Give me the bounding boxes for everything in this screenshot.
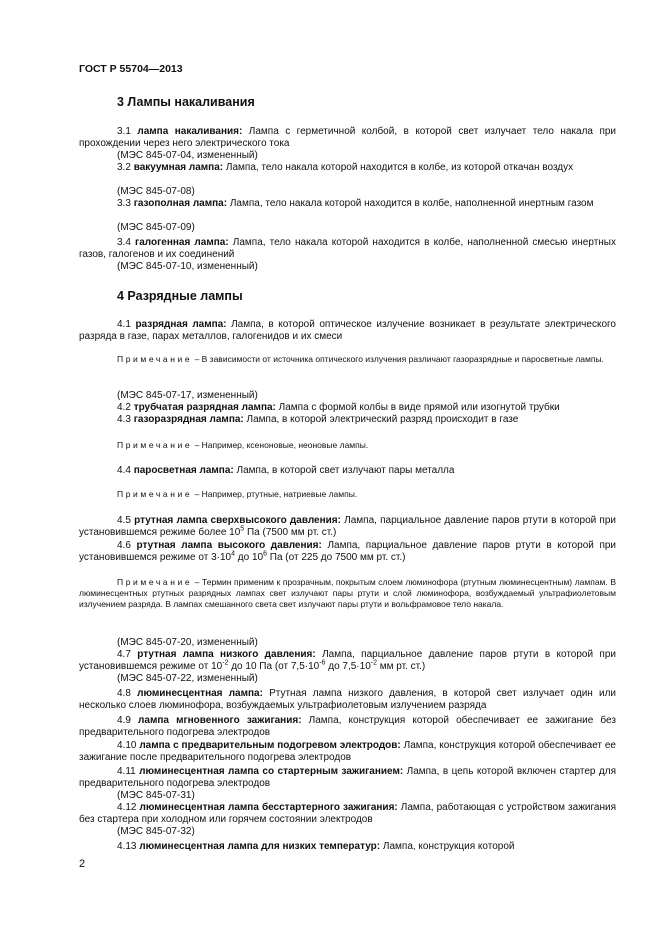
item-4-11: 4.11 люминесцентная лампа со стартерным зажиганием: Лампа, в цепь которой включен стартер для предварительного подогрева электродов — [79, 766, 617, 789]
item-4-3: 4.3 газоразрядная лампа: Лампа, в которой электрический разряд происходит в газе — [117, 414, 519, 425]
item-4-5: 4.5 ртутная лампа сверхвысокого давления: Лампа, парциальное давление паров ртути в которой при установившемся режиме более $10^5$ Па (7500 мм рт. ст.) — [79, 515, 616, 538]
ref-4-11: (МЭС 845-07-31) — [117, 790, 195, 801]
item-4-2: 4.2 трубчатая разрядная лампа: Лампа с формой колбы в виде прямой или изогнутой трубки — [117, 402, 560, 413]
document-header: ГОСТ Р 55704—2013 — [79, 63, 183, 75]
item-3-3: 3.3 газополная лампа: Лампа, тело накала которой находится в колбе, наполненной инертным газом — [117, 198, 594, 209]
section-3-title: 3 Лампы накаливания — [117, 95, 255, 109]
ref-3-4: (МЭС 845-07-10, измененный) — [117, 261, 258, 272]
item-4-8: 4.8 люминесцентная лампа: Ртутная лампа низкого давления, в которой свет излучает один или несколько слоев люминофора, возбуждаемых ультрафиолетовым излучением разряда — [79, 688, 616, 711]
note-3: Примечание – Например, ртутные, натриевые лампы. — [117, 489, 358, 499]
ref-4-1: (МЭС 845-07-17, измененный) — [117, 390, 258, 401]
ref-4-7: (МЭС 845-07-22, измененный) — [117, 673, 258, 684]
item-3-2: 3.2 вакуумная лампа: Лампа, тело накала которой находится в колбе, из которой откачан воздух — [117, 162, 574, 173]
note-4: Примечание – Термин применим к прозрачным, покрытым слоем люминофора (ртутным люминесцентным) лампам. В люминесцентных ртутных разрядных лампах свет излучают пары ртути и слой люминофора, возбуждаемый ультрафиолетовым излучением разряда. В лампах смешанного света свет излучают пары ртути и вольфрамовое тело накала. — [79, 577, 616, 609]
item-4-9: 4.9 лампа мгновенного зажигания: Лампа, конструкция которой обеспечивает ее зажигание без предварительного подогрева электродов — [79, 715, 616, 738]
ref-4-12: (МЭС 845-07-32) — [117, 826, 195, 837]
item-4-4: 4.4 паросветная лампа: Лампа, в которой свет излучают пары металла — [117, 465, 455, 476]
page-number: 2 — [79, 858, 86, 870]
ref-3-1: (МЭС 845-07-04, измененный) — [117, 150, 258, 161]
item-4-12: 4.12 люминесцентная лампа бесстартерного зажигания: Лампа, работающая с устройством зажигания без стартера при холодном или горячем состоянии электродов — [79, 802, 616, 825]
note-2: Примечание – Например, ксеноновые, неоновые лампы. — [117, 440, 369, 450]
item-4-10: 4.10 лампа с предварительным подогревом электродов: Лампа, конструкция которой обеспечивает ее зажигание после предварительного подогрева электродов — [79, 740, 616, 763]
ref-3-3: (МЭС 845-07-09) — [117, 222, 195, 233]
ref-4-6: (МЭС 845-07-20, измененный) — [117, 637, 258, 648]
item-4-13: 4.13 люминесцентная лампа для низких температур: Лампа, конструкция которой — [117, 841, 515, 852]
item-4-1: 4.1 разрядная лампа: Лампа, в которой оптическое излучение возникает в результате электрического разряда в газе, парах металлов, галогенидов и их смеси — [79, 319, 616, 342]
item-4-6: 4.6 ртутная лампа высокого давления: Лампа, парциальное давление паров ртути в которой при установившемся режиме от $3\cdot 10^4$ до $10^6$ Па (от 225 до 7500 мм рт. ст.) — [79, 540, 617, 563]
section-4-title: 4 Разрядные лампы — [117, 289, 243, 303]
item-3-4: 3.4 галогенная лампа: Лампа, тело накала которой находится в колбе, наполненной смесью инертных газов, галогенов и их соединений — [79, 237, 616, 260]
ref-3-2: (МЭС 845-07-08) — [117, 186, 195, 197]
note-1: Примечание – В зависимости от источника оптического излучения различают газоразрядные и паросветные лампы. — [117, 354, 604, 364]
item-4-7: 4.7 ртутная лампа низкого давления: Лампа, парциальное давление паров ртути в которой при установившемся режиме от $10^{-2}$ до 10 Па (от $7,5\cdot 10^{-6}$ до $7,5\cdot 10^{-2}$ мм рт. ст.) — [79, 649, 616, 672]
item-3-1: 3.1 лампа накаливания: Лампа с герметичной колбой, в которой свет излучает тело накала при прохождении через него электрического тока — [79, 126, 617, 149]
